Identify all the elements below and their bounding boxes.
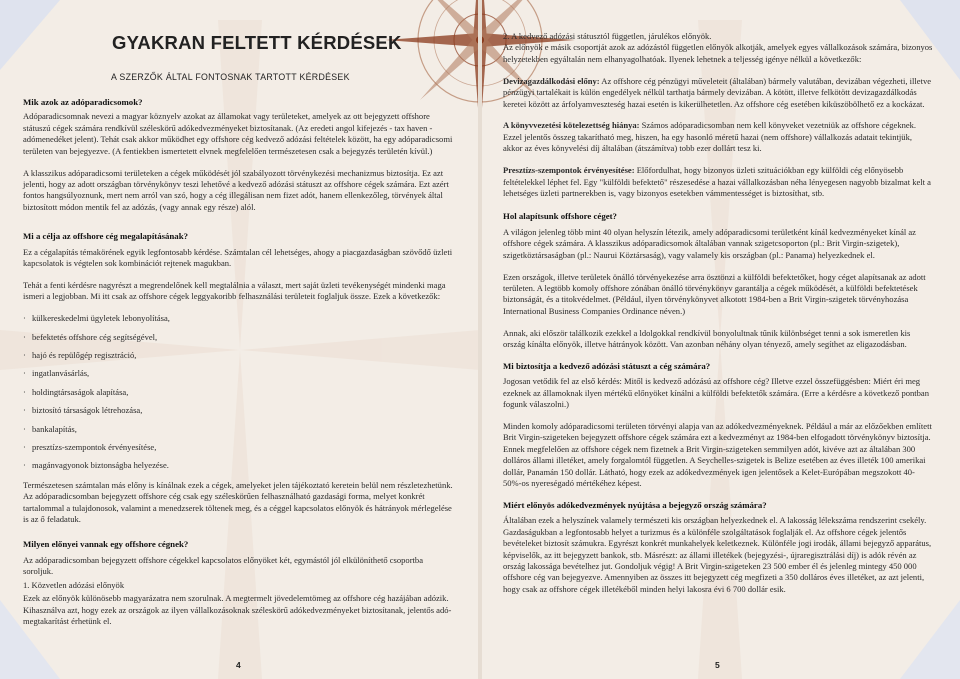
term-text: Az offshore cég pénzügyi műveleteit (általában) bármely valutában, devizában végezheti, illetve pénzügyi tartalékait is külön engedélyek nélkül tarthatja bármely devizában. A kötött, illetve felkötött devizagazdálkodás keretei között az árfolyamveszteség hazai esetén is kikerülhetetlen. Az offshore cég esetében kiküszöbölhető ez a kockázat. xyxy=(503,75,932,109)
paragraph: Az előnyök e másik csoportját azok az adózástól független előnyök alkotják, amelyek egyes vállalkozások számára, bizonyos helyzetekben egyáltalán nem elhanyagolhatóak. Ilyenek lehetnek a teljesség igénye nélkül a következők: xyxy=(503,42,933,64)
list-item: · hajó és repülőgép regisztráció, xyxy=(23,350,455,361)
paragraph: Jogosan vetődik fel az első kérdés: Mitől is kedvező adózású az offshore cég? Illetve ezzel összefüggésben: Miért éri meg ezeknek az államoknak ilyen mértékű előnyöket kínálni a külföldi befektetők számára. (Erre a kérdésre a következő pontban fogunk válaszolni.) xyxy=(503,376,929,410)
paragraph: Ezek az előnyök különösebb magyarázatra nem szorulnak. A megtermelt jövedelemtömeg az offshore cég hazájában adózik. Kihasználva azt, hogy ezek az országok az ilyen vállalkozásoknak széleskörű adókedvezményeket biztosítanak, jelentős adó-megtakarítást érhetünk el. xyxy=(23,593,452,626)
paragraph: Természetesen számtalan más előny is kínálnak ezek a cégek, amelyeket jelen tájékoztató keretein belül nem részletezhetünk. Az adóparadicsomban bejegyzett offshore cég csak egy széleskörűen felhasználható gazdasági forma, melyet konkrét tartalommal a tulajdonosok, valamint a menedzserek töltenek meg, és a céggel kapcsolatos előnyök és hátrányok mérlegelése is az ő feladatuk. xyxy=(23,479,453,525)
paragraph: Tehát a fenti kérdésre nagyrészt a megrendelőnek kell megtalálnia a választ, mert saját üzleti tevékenységét mindenki maga ismeri a legjobban. Mi itt csak az offshore cégek leggyakoribb felhasználási területeit foglaljuk össze. Ezek a következők: xyxy=(23,279,446,302)
paragraph: A klasszikus adóparadicsomi területeken a cégek működését jól szabályozott törvénykezési mechanizmus biztosítja. Ez azt jelenti, hogy az adott országban törvénykönyv teszi lehetővé a kedvező adózási státuszt az offshore cégek számára. Ezt azért fontos hangsúlyoznunk, mert nem arról van szó, hogy a cég illegálisan nem fizet adót, hanem ellenkezőleg, törvények által biztosított módon mentik fel az adózás, (vagy annak egy része) alól. xyxy=(23,167,449,212)
question-heading: Mik azok az adóparadicsomok? xyxy=(23,97,143,107)
paragraph: Minden komoly adóparadicsomi területen törvényi alapja van az adókedvezményeknek. Például a már az előzőekben említett Brit Virgin-szigeteken bejegyzett offshore cégek számára ezt a kedvezményt az 1984-ben elfogadott törvénykönyv biztosítja. Ennek megfelelően az offshore cégek nem fizetnek a Brit Virgin-szigeteken semmilyen adót, kivéve azt az általában 300 dolláros állami illetéket, amely forgalomtól független. A Seychelles-szigetek is Belize esetében az éves illeték 100 amerikai dollár, Panamán 150 dollár. Látható, hogy ezek az adókedvezmények igen jelentősek a Kelet-Európában megszokott 40-50%-os nyereségadó mértékéhez képest. xyxy=(503,421,932,489)
question-heading: Milyen előnyei vannak egy offshore cégnek? xyxy=(23,539,189,550)
right-page xyxy=(480,0,960,679)
list-item: · külkereskedelmi ügyletek lebonyolítása, xyxy=(23,313,455,324)
numbered-item: 2. A kedvező adózási státusztól független, járulékos előnyök. xyxy=(503,31,712,41)
usage-list xyxy=(23,313,455,472)
page-title: GYAKRAN FELTETT KÉRDÉSEK xyxy=(112,32,402,53)
list-item: · biztosító társaságok létrehozása, xyxy=(23,405,455,416)
list-item: · bankalapítás, xyxy=(23,424,455,435)
question-heading: Mi a célja az offshore cég megalapításának? xyxy=(23,231,188,242)
question-heading: Hol alapítsunk offshore céget? xyxy=(503,211,617,222)
paragraph: Az adóparadicsomban bejegyzett offshore cégekkel kapcsolatos előnyöket két, egymástól jól elkülöníthető csoportba soroljuk. xyxy=(23,554,423,577)
page-number: 5 xyxy=(715,660,720,670)
term-label: A könyvvezetési kötelezettség hiánya: xyxy=(503,120,640,131)
list-item: · befektetés offshore cég segítségével, xyxy=(23,332,455,343)
term-label: Devizagazdálkodási előny: xyxy=(503,75,600,86)
page-number: 4 xyxy=(236,660,241,670)
paragraph: Adóparadicsomnak nevezi a magyar köznyelv azokat az államokat vagy területeket, amelyek az ott bejegyzett offshore státuszú cégek számára rendkívül széleskörű adókedvezményeket biztosítanak. (Az eredeti angol kifejezés - tax haven - adómenedéket jelent). Tehát csak akkor működhet egy offshore cég kedvező adózási feltételek között, ha egy adóparadicsomi területen van bejegyezve. (A fentiekben ismertetett elvnek megfelelően természetesen csak a bejegyzés területén kívül.) xyxy=(23,111,453,156)
paragraph xyxy=(503,76,933,110)
paragraph: A világon jelenleg több mint 40 olyan helyszín létezik, amely adóparadicsomi területként kínál kedvezményeket kínál az offshore cégek számára. A klasszikus adóparadicsomok általában vannak szigetcsoporton (pl.: Brit Virgin-szigetek), szigetköztársaságban (pl.: Naurui Köztársaság), vagy valamely kis országban (pl.: Panama) helyezkednek el. xyxy=(503,226,916,260)
list-item: · ingatlanvásárlás, xyxy=(23,368,455,379)
paragraph: Ezen országok, illetve területek önálló törvényekezése arra ösztönzi a külföldi befektetőket, hogy céget alapítsanak az adott területen. A legtöbb komoly offshore zónában önálló törvénykönyv garantálja a cégek működését, a külföldi befektetések biztonságát, és a titokvédelmet. (Például, ilyen törvénykönyvet alkotott 1984-ben a Brit Virgin-szigetek törvényhozása International Business Companies Ordinance néven.) xyxy=(503,271,926,316)
term-text: Előfordulhat, hogy bizonyos üzleti szituációkban egy külföldi cég előnyösebb feltételekkel léphet fel. Egy "külföldi befektető" részesedése a hazai vállalkozásban néha lényegesen nagyobb bizalmat kelt a lehetséges üzleti partnerekben is, vagy bizonyos esetekben vámmentességet is biztosíthat, stb. xyxy=(503,165,931,198)
right-column xyxy=(503,31,933,606)
list-item: · presztízs-szempontok érvényesítése, xyxy=(23,442,455,453)
list-item: · magánvagyonok biztonságba helyezése. xyxy=(23,460,455,471)
list-item: · holdingtársaságok alapítása, xyxy=(23,387,455,398)
left-column xyxy=(23,97,455,638)
question-heading: Miért előnyös adókedvezmények nyújtása a bejegyző ország számára? xyxy=(503,500,767,510)
paragraph: Általában ezek a helyszínek valamely természeti kis országban helyezkednek el. A lakosság lélekszáma rendszerint csekély. Gazdaságukban a legfontosabb helyet a turizmus és a különféle szolgáltatások foglalják el. Az offshore cégek jelentős bevételeket biztosít számukra. Egyrészt konkrét munkahelyek keletkeznek. Különféle jogi irodák, állami bejegyző apparátus, képviselők, az itt bejegyzett bankok, stb. Másrészt: az állami illetékek (bejegyzési-, újraregisztrálási díj) is adók révén az ország lakossága bevételhez jut. Gondoljuk végig! A Brit Virgin-szigeteken 23 500 ember él és jelenleg mintegy 450 000 offshore cég van bejegyezve. Amennyiben az összes itt bejegyzett cég megfizeti a 350 dolláros éves illetéket, az azt jelenti, hogy csak az offshore cégek illetékéből minden helyi lakosra évi 6 700 dollár esik. xyxy=(503,515,932,594)
paragraph: Ez a cégalapítás témakörének egyik legfontosabb kérdése. Számtalan cél lehetséges, ahogy a piacgazdaságban szövődő üzleti kapcsolatok is végtelen sok kombinációt rejtenek magukban. xyxy=(23,246,453,268)
page-subtitle: A SZERZŐK ÁLTAL FONTOSNAK TARTOTT KÉRDÉSEK xyxy=(111,72,350,82)
numbered-item: 1. Közvetlen adózási előnyök xyxy=(23,579,125,590)
paragraph xyxy=(503,165,933,199)
question-heading: Mi biztosítja a kedvező adózási státuszt a cég számára? xyxy=(503,360,711,371)
term-label: Presztízs-szempontok érvényesítése: xyxy=(503,165,635,176)
paragraph: Annak, aki először találkozik ezekkel a ldolgokkal rendkívül bonyolultnak tűnik különbséget tenni a sok ismeretlen kis ország kínálta előnyök, illetve hátrányok között. Van azonban néhány olyan tényező, amely segíthet az eligazodásban. xyxy=(503,327,911,350)
paragraph xyxy=(503,120,933,154)
term-text: Számos adóparadicsomban nem kell könyveket vezetniük az offshore cégeknek. Ezzel jelentős összeg takarítható meg, hiszen, ha egy hasonló méretű hazai (nem offshore) vállalkozás adatait tekintjük, akkor az éves könyvelési díj általában (átszámítva) tobb ezer dollárt tesz ki. xyxy=(503,120,917,154)
